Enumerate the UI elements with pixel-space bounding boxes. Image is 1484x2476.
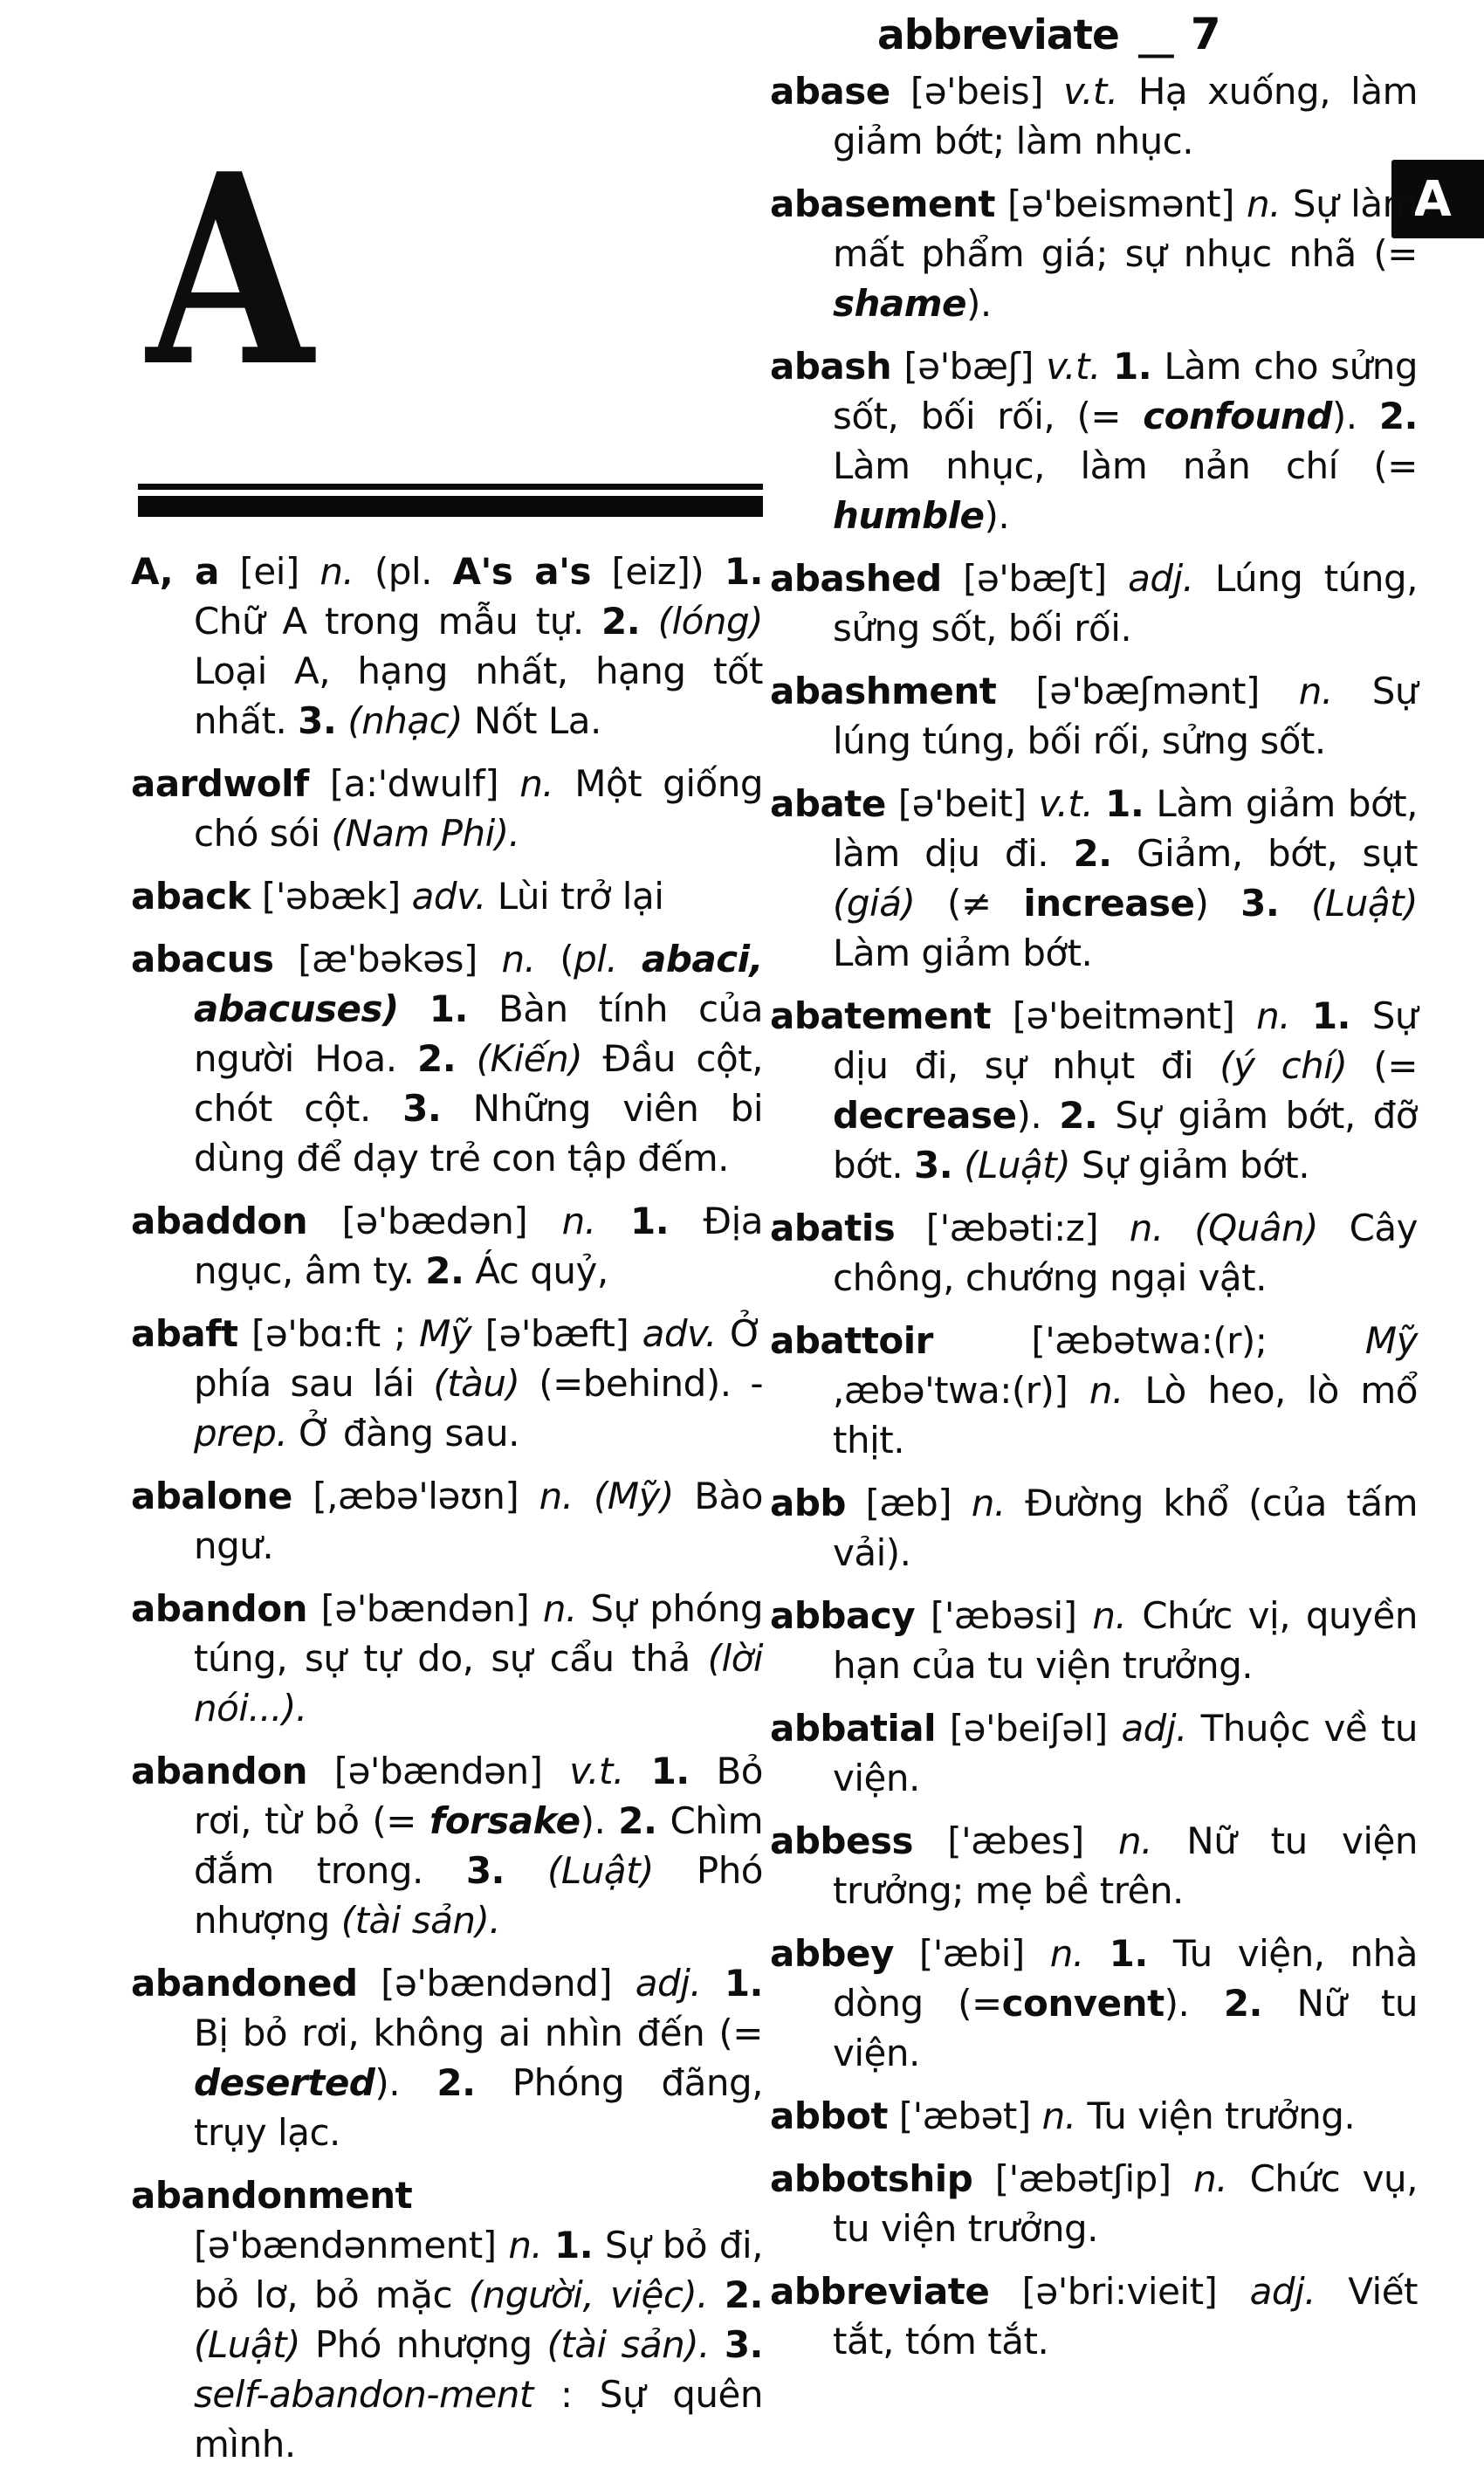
entry-text: Làm nhục, làm nản chí (= xyxy=(833,444,1418,487)
entry-text: ,æbə'twa:(r)] xyxy=(833,1369,1089,1412)
entry-text: (nhạc) xyxy=(347,699,464,742)
dictionary-entry xyxy=(770,179,1418,328)
entry-text: Hạ xuống, làm giảm bớt; làm nhục. xyxy=(833,70,1418,162)
headword-or-bold-text: abatement xyxy=(770,994,992,1037)
entry-text: (tài sản). xyxy=(340,1899,501,1942)
entry-text xyxy=(1093,782,1105,825)
entry-text: (Luật) xyxy=(194,2323,300,2366)
entry-text: (Mỹ) xyxy=(593,1475,674,1517)
dictionary-entry xyxy=(770,1316,1418,1465)
entry-text: Sự giảm bớt, đỡ bớt. xyxy=(833,1094,1418,1186)
entry-text: (Quân) xyxy=(1194,1207,1319,1249)
headword-or-bold-text: 2. xyxy=(618,1799,657,1842)
headword-or-bold-text: abbotship xyxy=(770,2157,973,2200)
dictionary-entry xyxy=(770,666,1418,766)
dictionary-entry xyxy=(770,1929,1418,2078)
entry-text: n. xyxy=(1092,1594,1127,1637)
headword-or-bold-text: 1. xyxy=(1105,782,1144,825)
entry-text: Sự dịu đi, sự nhụt đi xyxy=(833,994,1418,1087)
headword-or-bold-text: 2. xyxy=(436,2061,476,2104)
entry-text: [æ'bəkəs] xyxy=(273,938,502,980)
entry-text: ['æbəti:z] xyxy=(895,1207,1130,1249)
entry-text: n. xyxy=(1256,994,1291,1037)
entry-text: v.t. xyxy=(569,1750,624,1792)
entry-text: prep. xyxy=(194,1412,288,1455)
entry-text: n. xyxy=(1118,1819,1152,1862)
entry-text: ). xyxy=(1016,1094,1060,1137)
headword-or-bold-text: abash xyxy=(770,345,892,388)
headword-or-bold-text: abaddon xyxy=(131,1200,308,1242)
entry-text xyxy=(596,1200,630,1242)
entry-text: n. xyxy=(539,1475,574,1517)
entry-text: Tu viện, nhà dòng (= xyxy=(833,1932,1419,2025)
headword-or-bold-text: 3. xyxy=(914,1144,953,1186)
entry-text: humble xyxy=(833,494,985,537)
headword-or-bold-text: 1. xyxy=(429,987,468,1030)
entry-text xyxy=(708,2273,725,2316)
entry-text: confound xyxy=(1143,395,1332,437)
headword-or-bold-text: A, a xyxy=(131,550,219,593)
dictionary-entry xyxy=(131,1958,763,2157)
entry-text: (pl. xyxy=(354,550,453,593)
entry-text: ['æbətʃip] xyxy=(972,2157,1194,2200)
headword-or-bold-text: abandonment xyxy=(131,2174,413,2217)
entry-text: Một giống chó sói xyxy=(194,762,763,855)
entry-text: ). xyxy=(580,1799,619,1842)
headword-or-bold-text: 1. xyxy=(724,1962,763,2005)
entry-text: Giảm, bớt, sụt xyxy=(1111,832,1418,875)
entry-text: (lời nói...). xyxy=(194,1637,763,1730)
dictionary-entry xyxy=(770,66,1418,166)
entry-text xyxy=(624,1750,651,1792)
entry-text: Loại A, hạng nhất, hạng tốt nhất. xyxy=(194,650,763,742)
entry-text: n. xyxy=(1246,182,1281,225)
entry-text: Làm giảm bớt. xyxy=(833,932,1093,974)
headword-or-bold-text: 2. xyxy=(1059,1094,1098,1137)
entry-text: Chức vị, quyền hạn của tu viện trưởng. xyxy=(833,1594,1418,1687)
entry-text: ). xyxy=(1164,1982,1224,2025)
headword-or-bold-text: abatis xyxy=(770,1207,896,1249)
entry-text: ). xyxy=(966,282,992,325)
headword-or-bold-text: A's a's xyxy=(452,550,591,593)
entry-text: Sự bỏ đi, bỏ lơ, bỏ mặc xyxy=(194,2224,763,2316)
entry-text: [ə'beismənt] xyxy=(994,182,1247,225)
entry-text: adj. xyxy=(1128,557,1194,600)
entry-text: Chìm đắm trong. xyxy=(194,1799,763,1892)
entry-text: Nữ tu viện trưởng; mẹ bề trên. xyxy=(833,1819,1418,1912)
entry-text: (lóng) xyxy=(657,600,763,643)
headword-or-bold-text: 2. xyxy=(1223,1982,1263,2025)
headword-or-bold-text: aardwolf xyxy=(131,762,309,805)
entry-text: Mỹ xyxy=(419,1312,472,1355)
entry-text: [ə'bændən] xyxy=(306,1750,570,1792)
headword-or-bold-text: abandoned xyxy=(131,1962,358,2005)
headword-or-bold-text: 3. xyxy=(1240,882,1280,925)
entry-text: Làm cho sửng sốt, bối rối, (= xyxy=(833,345,1418,437)
dictionary-entry xyxy=(770,2154,1418,2253)
entry-text: Bào ngư. xyxy=(194,1475,763,1567)
entry-text: (Luật) xyxy=(964,1144,1071,1186)
entry-text: ['əbæk] xyxy=(251,875,412,918)
entry-text: Phó nhượng xyxy=(300,2323,547,2366)
entry-text xyxy=(336,699,347,742)
headword-or-bold-text: 2. xyxy=(1073,832,1112,875)
entry-text: Bỏ rơi, từ bỏ (= xyxy=(194,1750,763,1842)
entry-text: deserted xyxy=(194,2061,375,2104)
entry-text: n. xyxy=(1298,670,1333,712)
headword-or-bold-text: abacus xyxy=(131,938,274,980)
dictionary-entry xyxy=(770,341,1418,540)
headword-or-bold-text: abbacy xyxy=(770,1594,916,1637)
entry-text: [ə'bændənd] xyxy=(357,1962,636,2005)
section-rule xyxy=(138,484,763,517)
section-rule-thin-line xyxy=(138,484,763,490)
entry-text: Làm giảm bớt, làm dịu đi. xyxy=(833,782,1418,875)
entry-text: v.t. xyxy=(1063,70,1118,113)
entry-text: Sự phóng túng, sự tự do, sự cẩu thả xyxy=(194,1587,763,1680)
entry-text: Chức vụ, tu viện trưởng. xyxy=(833,2157,1419,2250)
entry-text: (ý chí) xyxy=(1219,1044,1348,1087)
dictionary-entry xyxy=(131,2170,763,2469)
entry-text xyxy=(710,2323,725,2366)
entry-text: n. xyxy=(519,762,554,805)
headword-or-bold-text: 2. xyxy=(417,1037,457,1080)
entry-text: Bàn tính của người Hoa. xyxy=(194,987,764,1080)
entry-text: (giá) xyxy=(833,882,916,925)
entry-text: [ə'bændən] xyxy=(306,1587,543,1630)
entry-text: n. xyxy=(1193,2157,1228,2200)
entry-text xyxy=(456,1037,476,1080)
entry-text: Nữ tu viện. xyxy=(833,1982,1418,2074)
headword-or-bold-text: aback xyxy=(131,875,251,918)
headword-or-bold-text: abasement xyxy=(770,182,995,225)
dictionary-entry xyxy=(770,1591,1418,1690)
headword-or-bold-text: abbreviate xyxy=(770,2270,990,2313)
entry-text: pl. xyxy=(574,938,642,980)
entry-text: ['æbi] xyxy=(893,1932,1050,1975)
entry-text: n. xyxy=(971,1482,1006,1524)
entry-text: [eiz]) xyxy=(590,550,725,593)
dictionary-entry xyxy=(131,1309,763,1458)
dictionary-entry xyxy=(770,1203,1418,1303)
entry-text: Sự lúng túng, bối rối, sửng sốt. xyxy=(833,670,1418,762)
headword-or-bold-text: 1. xyxy=(724,550,763,593)
entry-text: Phó nhượng xyxy=(194,1849,764,1942)
headword-or-bold-text: abb xyxy=(770,1482,846,1524)
headword-or-bold-text: abalone xyxy=(131,1475,292,1517)
entry-text: Chữ A trong mẫu tự. xyxy=(194,600,602,643)
entry-text: (= xyxy=(1347,1044,1419,1087)
entry-text: adj. xyxy=(1249,2270,1316,2313)
entry-text: forsake xyxy=(429,1799,581,1842)
entry-text xyxy=(952,1144,964,1186)
headword-or-bold-text: 1. xyxy=(650,1750,690,1792)
headword-or-bold-text: abbey xyxy=(770,1932,894,1975)
entry-text: ['æbəsi] xyxy=(915,1594,1093,1637)
entry-text: Ở phía sau lái xyxy=(194,1312,763,1405)
entry-text: ['æbət] xyxy=(887,2094,1042,2137)
entry-text: Đầu cột, chót cột. xyxy=(194,1037,763,1130)
entry-text: [ə'bri:vieit] xyxy=(989,2270,1250,2313)
entry-text: Lò heo, lò mổ thịt. xyxy=(833,1369,1418,1462)
entry-text xyxy=(701,1962,725,2005)
entry-text: (tàu) xyxy=(433,1362,520,1405)
entry-text: (người, việc). xyxy=(468,2273,709,2316)
entry-text: n. xyxy=(542,1587,577,1630)
entry-text: [ə'beiʃəl] xyxy=(936,1707,1122,1750)
entry-text xyxy=(399,987,429,1030)
headword-or-bold-text: convent xyxy=(1001,1982,1165,2025)
entry-text: n. xyxy=(508,2224,543,2266)
entry-text: Thuộc về tu viện. xyxy=(833,1707,1418,1799)
headword-or-bold-text: 3. xyxy=(724,2323,764,2366)
entry-text: (tài sản). xyxy=(546,2323,710,2366)
page-number: 7 xyxy=(1190,9,1221,59)
entry-text: [æb] xyxy=(845,1482,972,1524)
dictionary-entry xyxy=(770,1703,1418,1803)
entry-text: [ə'bɑ:ft ; xyxy=(237,1312,420,1355)
entry-text: shame xyxy=(833,282,966,325)
entry-text: n. xyxy=(1129,1207,1164,1249)
entry-text: [ə'bædən] xyxy=(307,1200,562,1242)
entry-text xyxy=(1101,345,1113,388)
entry-text: [ei] xyxy=(218,550,320,593)
entry-text: [ə'bæʃmənt] xyxy=(996,670,1299,712)
entry-text: n. xyxy=(1049,1932,1084,1975)
entry-text xyxy=(1164,1207,1195,1249)
dictionary-entry xyxy=(770,991,1418,1190)
entry-text: Ác quỷ, xyxy=(464,1249,608,1292)
entry-text: Cây chông, chướng ngại vật. xyxy=(833,1207,1418,1299)
thumb-tab-letter: A xyxy=(1413,170,1452,228)
entry-text: Lùi trở lại xyxy=(485,875,664,918)
headword-or-bold-text: abbot xyxy=(770,2094,888,2137)
headword-or-bold-text: abashment xyxy=(770,670,997,712)
headword-or-bold-text: abaft xyxy=(131,1312,238,1355)
entry-text: ( xyxy=(535,938,574,980)
entry-text xyxy=(542,2224,554,2266)
entry-text: v.t. xyxy=(1038,782,1094,825)
dictionary-entry xyxy=(131,871,763,921)
dictionary-entry xyxy=(770,779,1418,978)
entry-text: (Nam Phi). xyxy=(331,812,520,855)
page-header xyxy=(877,9,1221,59)
entry-text: v.t. xyxy=(1046,345,1101,388)
entry-text: n. xyxy=(561,1200,596,1242)
entry-text: : Sự quên mình. xyxy=(194,2373,763,2466)
entry-text: Lúng túng, sửng sốt, bối rối. xyxy=(833,557,1419,650)
headword-or-bold-text: abbatial xyxy=(770,1707,937,1750)
entry-text: Địa ngục, âm ty. xyxy=(194,1200,763,1292)
entry-text: n. xyxy=(319,550,354,593)
section-rule-thick-line xyxy=(138,496,763,517)
headword-or-bold-text: 2. xyxy=(425,1249,464,1292)
headword-or-bold-text: abandon xyxy=(131,1587,307,1630)
entry-text: Ở đàng sau. xyxy=(287,1412,519,1455)
headword-or-bold-text: 3. xyxy=(402,1087,442,1130)
dictionary-entry xyxy=(770,2091,1418,2141)
entry-text: ). xyxy=(984,494,1010,537)
entry-text: (≠ xyxy=(915,882,1024,925)
headword-or-bold-text: 2. xyxy=(601,600,641,643)
entry-text: (=behind). - xyxy=(519,1362,763,1405)
entry-text: Tu viện trưởng. xyxy=(1075,2094,1356,2137)
entry-text: [,æbə'ləʊn] xyxy=(292,1475,539,1517)
dictionary-entry xyxy=(131,934,763,1183)
entry-text xyxy=(574,1475,594,1517)
dictionary-entry xyxy=(131,1584,763,1733)
entry-text: [ə'beis] xyxy=(890,70,1064,113)
entry-text: (Luật) xyxy=(546,1849,654,1892)
entry-text: [ə'bændənment] xyxy=(194,2224,509,2266)
left-column xyxy=(131,547,763,2476)
headword-or-bold-text: 1. xyxy=(553,2224,594,2266)
headword-or-bold-text: 1. xyxy=(1311,994,1350,1037)
entry-text: n. xyxy=(1041,2094,1076,2137)
entry-text: [a:'dwulf] xyxy=(308,762,520,805)
dictionary-entry xyxy=(131,1746,763,1945)
entry-text: (Luật) xyxy=(1311,882,1418,925)
header-underscore: __ xyxy=(1137,14,1171,58)
entry-text: Viết tắt, tóm tắt. xyxy=(833,2270,1419,2363)
headword-or-bold-text: decrease xyxy=(833,1094,1017,1137)
dictionary-entry xyxy=(770,1478,1418,1578)
entry-text: abaci, abacuses) xyxy=(194,938,763,1030)
entry-text: adj. xyxy=(1121,1707,1187,1750)
entry-text: [ə'bæʃt] xyxy=(941,557,1129,600)
entry-text: ['æbes] xyxy=(912,1819,1118,1862)
headword-or-bold-text: 3. xyxy=(298,699,337,742)
headword-or-bold-text: abbess xyxy=(770,1819,913,1862)
headword-or-bold-text: abashed xyxy=(770,557,942,600)
dictionary-entry xyxy=(770,2266,1418,2366)
dictionary-entry xyxy=(131,1196,763,1296)
headword-or-bold-text: abandon xyxy=(131,1750,307,1792)
headword-or-bold-text: 1. xyxy=(1113,345,1152,388)
entry-text: [ə'beitmənt] xyxy=(991,994,1257,1037)
dictionary-entry xyxy=(131,547,763,746)
entry-text: Sự làm mất phẩm giá; sự nhục nhã (= xyxy=(833,182,1418,275)
headword-or-bold-text: 3. xyxy=(465,1849,505,1892)
entry-text xyxy=(1084,1932,1110,1975)
entry-text: ['æbətwa:(r); xyxy=(932,1319,1365,1362)
dictionary-entry xyxy=(770,554,1418,653)
entry-text: [ə'bæʃ] xyxy=(891,345,1047,388)
entry-text: Phóng đãng, trụy lạc. xyxy=(194,2061,763,2154)
entry-text: self-abandon-ment xyxy=(194,2373,533,2416)
entry-text: [ə'beit] xyxy=(885,782,1039,825)
entry-text: ). xyxy=(1331,395,1379,437)
entry-text: ) xyxy=(1194,882,1241,925)
headword-or-bold-text: 2. xyxy=(1378,395,1418,437)
entry-text: Đường khổ (của tấm vải). xyxy=(833,1482,1418,1574)
entry-text: adv. xyxy=(642,1312,717,1355)
dictionary-entry xyxy=(770,1816,1418,1915)
headword-or-bold-text: 1. xyxy=(1109,1932,1148,1975)
dictionary-entry xyxy=(131,1471,763,1571)
entry-text: ). xyxy=(374,2061,437,2104)
section-letter: A xyxy=(147,116,309,424)
right-column xyxy=(770,66,1418,2379)
headword-or-bold-text: increase xyxy=(1023,882,1195,925)
headword-or-bold-text: abase xyxy=(770,70,890,113)
entry-text: Nốt La. xyxy=(463,699,601,742)
entry-text: n. xyxy=(1089,1369,1123,1412)
entry-text xyxy=(640,600,657,643)
entry-text: adj. xyxy=(635,1962,702,2005)
headword-or-bold-text: abate xyxy=(770,782,886,825)
headword-or-bold-text: 1. xyxy=(629,1200,670,1242)
entry-text: Bị bỏ rơi, không ai nhìn đến (= xyxy=(194,2012,763,2054)
headword-or-bold-text: 2. xyxy=(724,2273,763,2316)
entry-text: n. xyxy=(501,938,536,980)
headword-or-bold-text: abattoir xyxy=(770,1319,933,1362)
entry-text xyxy=(1290,994,1312,1037)
entry-text xyxy=(505,1849,547,1892)
entry-text: adv. xyxy=(411,875,486,918)
entry-text xyxy=(1279,882,1311,925)
entry-text: (Kiến) xyxy=(476,1037,583,1080)
entry-text: [ə'bæft] xyxy=(471,1312,642,1355)
entry-text: Sự giảm bớt. xyxy=(1070,1144,1310,1186)
dictionary-entry xyxy=(131,759,763,858)
entry-text: Những viên bi dùng để dạy trẻ con tập đếm. xyxy=(194,1087,763,1180)
guide-word: abbreviate xyxy=(877,11,1119,59)
entry-text: Mỹ xyxy=(1364,1319,1418,1362)
